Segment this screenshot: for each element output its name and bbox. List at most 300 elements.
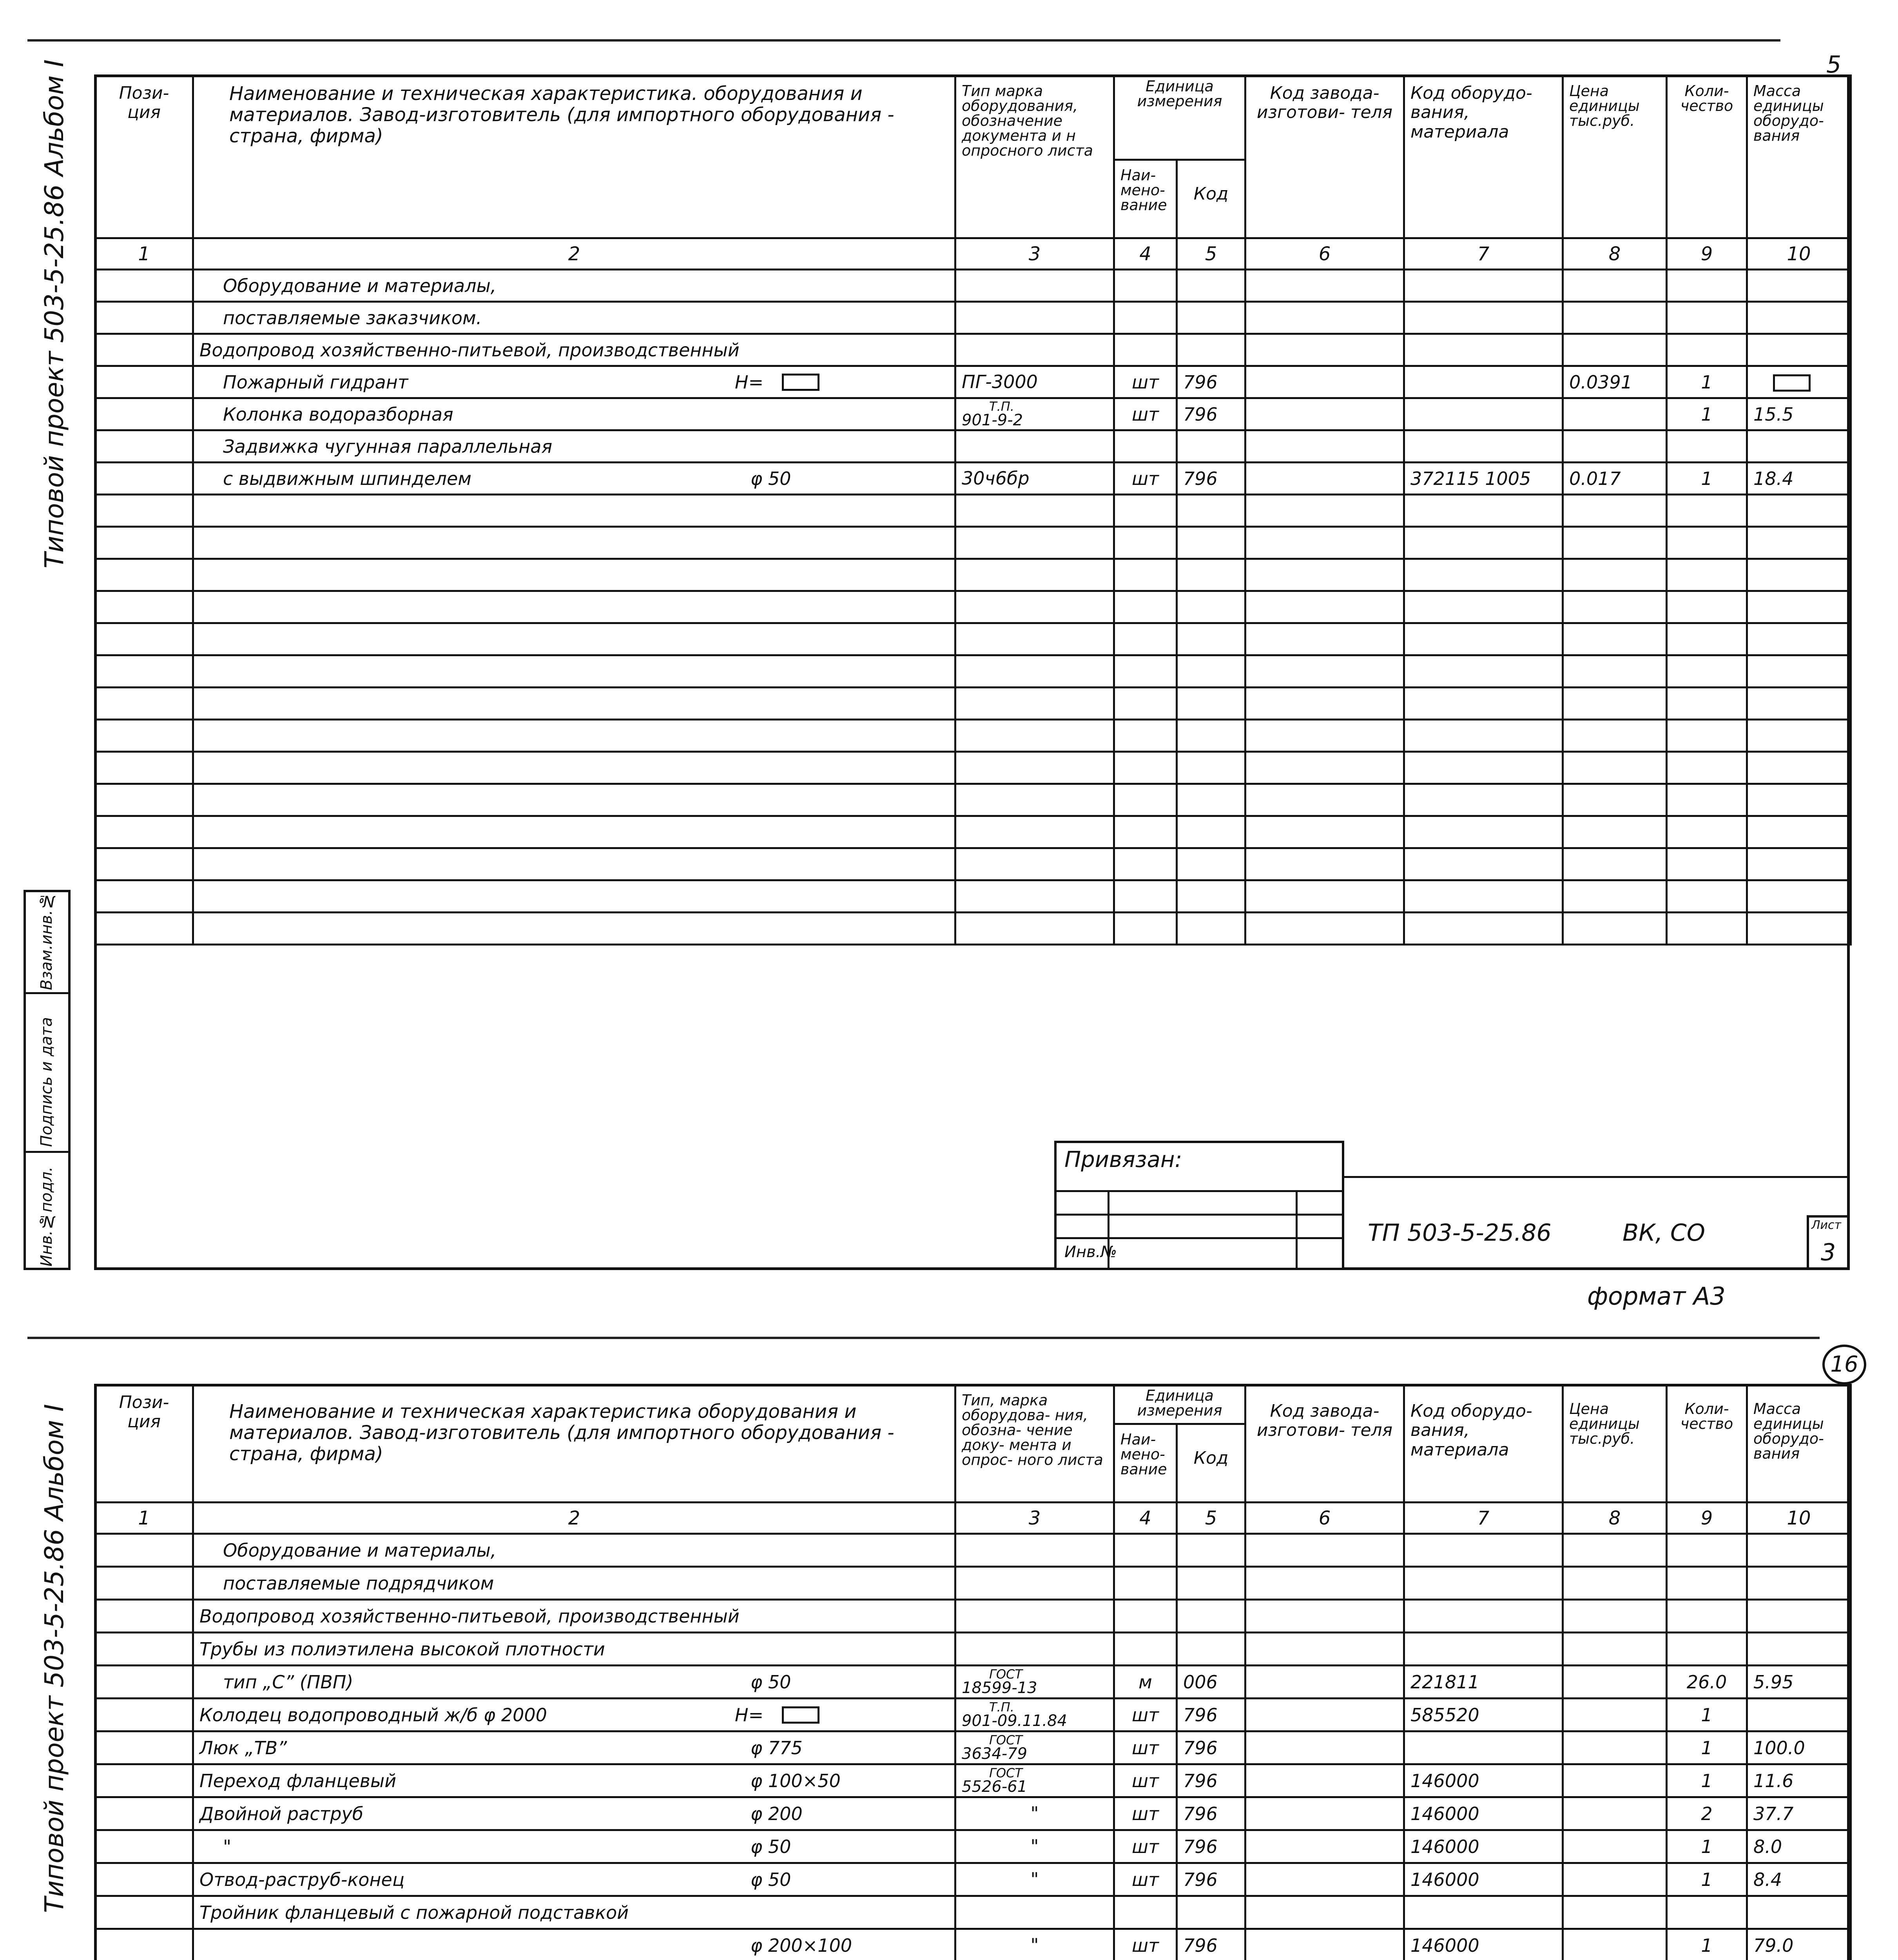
empty-cell (95, 688, 193, 720)
empty-cell (1667, 623, 1747, 655)
cell-name (193, 1929, 955, 1960)
empty-cell (1245, 784, 1404, 816)
empty-row (95, 495, 1851, 527)
cell-mass: 18.4 (1747, 463, 1851, 495)
column-number: 5 (1177, 1503, 1245, 1534)
empty-cell (1667, 495, 1747, 527)
empty-cell (193, 720, 955, 752)
cell-price: 0.017 (1563, 463, 1667, 495)
doc-code: ТП 503-5-25.86 (1368, 1219, 1552, 1247)
cell-type (955, 1567, 1114, 1600)
cell-maker-code (1245, 1830, 1404, 1863)
doc-mark: ВК, СО (1622, 1219, 1706, 1247)
empty-cell (1245, 591, 1404, 623)
cell-unit-code (1177, 430, 1245, 463)
stamp-replace-inv: Взам.инв.№ (38, 892, 56, 990)
empty-cell (1667, 688, 1747, 720)
empty-cell (1114, 720, 1177, 752)
cell-type (955, 1797, 1114, 1830)
empty-row (95, 880, 1851, 913)
empty-cell (95, 816, 193, 848)
empty-cell (1245, 559, 1404, 591)
cell-equip-code: 146000 (1404, 1797, 1563, 1830)
empty-cell (1563, 559, 1667, 591)
empty-cell (95, 848, 193, 880)
empty-cell (955, 913, 1114, 945)
cell-unit: шт (1114, 366, 1177, 398)
column-number: 9 (1667, 238, 1747, 270)
cell-mass: 79.0 (1747, 1929, 1851, 1960)
empty-cell (1404, 688, 1563, 720)
cell-unit-code: 796 (1177, 463, 1245, 495)
cell-pos (95, 334, 193, 366)
cell-price (1563, 1896, 1667, 1929)
sheet-label: Лист (1811, 1218, 1842, 1232)
empty-cell (1177, 784, 1245, 816)
column-number: 2 (193, 238, 955, 270)
empty-cell (1114, 816, 1177, 848)
item-name: Тройник фланцевый с пожарной подставкой (199, 1902, 629, 1923)
col-qty-header: Коли- чество (1667, 76, 1747, 238)
cell-price (1563, 1863, 1667, 1896)
col-price-header: Цена единицы тыс.руб. (1563, 76, 1667, 238)
cell-pos (95, 1896, 193, 1929)
empty-cell (1114, 623, 1177, 655)
empty-cell (1114, 848, 1177, 880)
cell-price (1563, 398, 1667, 430)
empty-cell (955, 623, 1114, 655)
cell-equip-code (1404, 1896, 1563, 1929)
empty-cell (955, 527, 1114, 559)
spec-table (94, 1384, 1852, 1960)
cell-price (1563, 430, 1667, 463)
table-row (95, 463, 1851, 495)
empty-cell (1667, 848, 1747, 880)
cell-name (193, 334, 955, 366)
cell-unit-code (1177, 1534, 1245, 1567)
item-name: Оборудование и материалы, (223, 275, 497, 296)
cell-maker-code (1245, 1764, 1404, 1797)
cell-qty (1667, 270, 1747, 302)
item-name: Двойной раструб (199, 1803, 364, 1824)
cell-type (955, 398, 1114, 430)
cell-qty: 1 (1667, 1764, 1747, 1797)
cell-name (193, 1633, 955, 1666)
col-unitcode-header: Код (1177, 160, 1245, 238)
cell-qty (1667, 302, 1747, 334)
table-row (95, 1830, 1851, 1863)
cell-unit (1114, 1600, 1177, 1633)
cell-type (955, 1863, 1114, 1896)
column-number: 3 (955, 238, 1114, 270)
empty-cell (1177, 623, 1245, 655)
empty-cell (955, 720, 1114, 752)
cell-unit-code (1177, 334, 1245, 366)
col-unit-header: Единица измерения (1114, 1385, 1245, 1424)
item-name: " (223, 1836, 232, 1857)
cell-type (955, 1666, 1114, 1699)
cell-qty: 26.0 (1667, 1666, 1747, 1699)
empty-cell (1667, 720, 1747, 752)
col-unitcode-header: Код (1177, 1424, 1245, 1503)
empty-cell (1667, 591, 1747, 623)
item-name: Колонка водоразборная (223, 403, 453, 425)
cell-pos (95, 1633, 193, 1666)
col-type-header: Тип марка оборудования, обозначение документа и н опросного листа (955, 76, 1114, 238)
cell-maker-code (1245, 1929, 1404, 1960)
col-type-header: Тип, марка оборудова- ния, обозна- чение доку- мента и опрос- ного листа (955, 1385, 1114, 1503)
empty-cell (95, 495, 193, 527)
empty-cell (193, 816, 955, 848)
empty-cell (1747, 559, 1851, 591)
cell-price (1563, 1567, 1667, 1600)
type-value: " (1030, 1934, 1039, 1956)
item-spec: φ 50 (750, 1836, 791, 1857)
item-spec: φ 775 (750, 1737, 803, 1759)
item-name: Отвод-раструб-конец (199, 1869, 405, 1890)
column-number: 8 (1563, 238, 1667, 270)
empty-cell (1563, 913, 1667, 945)
cell-equip-code: 372115 1005 (1404, 463, 1563, 495)
table-row (95, 1797, 1851, 1830)
spec-table (94, 74, 1852, 946)
type-prefix: ГОСТ (989, 1766, 1022, 1781)
column-number: 4 (1114, 238, 1177, 270)
cell-unit: шт (1114, 1797, 1177, 1830)
type-value: ПГ-3000 (962, 371, 1038, 392)
empty-cell (193, 688, 955, 720)
cell-equip-code (1404, 270, 1563, 302)
cell-pos (95, 1863, 193, 1896)
cell-equip-code (1404, 1731, 1563, 1764)
empty-cell (1747, 720, 1851, 752)
cell-mass (1747, 334, 1851, 366)
empty-cell (193, 559, 955, 591)
table-row (95, 1567, 1851, 1600)
cell-maker-code (1245, 1666, 1404, 1699)
empty-cell (1245, 495, 1404, 527)
top-border-line (27, 1337, 1820, 1339)
cell-name (193, 398, 955, 430)
cell-price (1563, 1633, 1667, 1666)
empty-cell (1563, 527, 1667, 559)
table-row (95, 1731, 1851, 1764)
cell-unit-code (1177, 1896, 1245, 1929)
cell-name (193, 463, 955, 495)
empty-cell (1747, 623, 1851, 655)
type-value: " (1030, 1802, 1039, 1824)
cell-unit: шт (1114, 1699, 1177, 1731)
empty-cell (1563, 495, 1667, 527)
col-price-header: Цена единицы тыс.руб. (1563, 1385, 1667, 1503)
empty-cell (1177, 848, 1245, 880)
empty-cell (1667, 655, 1747, 688)
empty-cell (1404, 880, 1563, 913)
table-row (95, 1600, 1851, 1633)
column-number: 2 (193, 1503, 955, 1534)
empty-cell (1245, 848, 1404, 880)
item-name: тип „С” (ПВП) (223, 1671, 353, 1693)
cell-mass: 5.95 (1747, 1666, 1851, 1699)
empty-cell (1114, 913, 1177, 945)
cell-qty: 1 (1667, 1830, 1747, 1863)
cell-unit (1114, 1896, 1177, 1929)
empty-cell (1177, 913, 1245, 945)
cell-unit (1114, 1633, 1177, 1666)
empty-cell (1747, 784, 1851, 816)
column-number: 3 (955, 1503, 1114, 1534)
cell-qty: 1 (1667, 1731, 1747, 1764)
empty-cell (1245, 880, 1404, 913)
cell-equip-code: 221811 (1404, 1666, 1563, 1699)
empty-row (95, 784, 1851, 816)
empty-row (95, 752, 1851, 784)
cell-equip-code: 146000 (1404, 1830, 1563, 1863)
cell-equip-code: 146000 (1404, 1863, 1563, 1896)
cell-pos (95, 1567, 193, 1600)
empty-cell (95, 623, 193, 655)
col-mass-header: Масса единицы оборудо- вания (1747, 76, 1851, 238)
cell-pos (95, 1764, 193, 1797)
table-row (95, 366, 1851, 398)
item-name: Водопровод хозяйственно-питьевой, производственный (199, 1605, 740, 1627)
cell-type (955, 1699, 1114, 1731)
empty-cell (955, 848, 1114, 880)
cell-mass (1747, 1699, 1851, 1731)
column-number: 4 (1114, 1503, 1177, 1534)
cell-name (193, 1863, 955, 1896)
empty-cell (1667, 784, 1747, 816)
cell-unit-code: 796 (1177, 398, 1245, 430)
cell-name (193, 1731, 955, 1764)
cell-name (193, 302, 955, 334)
col-pos-header: Пози- ция (95, 1385, 193, 1503)
cell-unit: шт (1114, 1830, 1177, 1863)
empty-cell (1404, 591, 1563, 623)
cell-type (955, 1830, 1114, 1863)
table-row (95, 398, 1851, 430)
column-number-row (95, 1503, 1851, 1534)
table-row (95, 270, 1851, 302)
cell-unit: шт (1114, 1764, 1177, 1797)
type-prefix: Т.П. (989, 1700, 1014, 1715)
cell-maker-code (1245, 270, 1404, 302)
item-name: Оборудование и материалы, (223, 1539, 497, 1561)
height-placeholder-box (782, 1706, 819, 1724)
type-value: 5526-61 (962, 1777, 1028, 1796)
cell-type (955, 430, 1114, 463)
table-row (95, 1863, 1851, 1896)
empty-cell (95, 784, 193, 816)
empty-cell (1747, 527, 1851, 559)
cell-maker-code (1245, 1731, 1404, 1764)
cell-pos (95, 1797, 193, 1830)
empty-cell (1404, 623, 1563, 655)
empty-cell (95, 913, 193, 945)
empty-cell (1667, 913, 1747, 945)
cell-unit-code (1177, 1567, 1245, 1600)
type-value: 3634-79 (962, 1744, 1028, 1763)
cell-type (955, 1764, 1114, 1797)
empty-row (95, 623, 1851, 655)
empty-cell (955, 559, 1114, 591)
empty-cell (1114, 559, 1177, 591)
empty-cell (1177, 688, 1245, 720)
empty-cell (95, 655, 193, 688)
cell-qty (1667, 1567, 1747, 1600)
cell-name (193, 270, 955, 302)
cell-unit-code (1177, 1633, 1245, 1666)
type-prefix: ГОСТ (989, 1733, 1022, 1748)
type-prefix: ГОСТ (989, 1667, 1022, 1682)
column-number: 6 (1245, 238, 1404, 270)
cell-unit: м (1114, 1666, 1177, 1699)
column-number: 7 (1404, 238, 1563, 270)
item-spec: φ 100×50 (750, 1770, 841, 1791)
table-row (95, 1896, 1851, 1929)
empty-cell (193, 591, 955, 623)
cell-equip-code: 146000 (1404, 1764, 1563, 1797)
cell-maker-code (1245, 302, 1404, 334)
cell-maker-code (1245, 366, 1404, 398)
empty-cell (1245, 913, 1404, 945)
empty-cell (1177, 527, 1245, 559)
cell-mass (1747, 366, 1851, 398)
empty-cell (955, 591, 1114, 623)
cell-qty: 1 (1667, 1699, 1747, 1731)
table-row (95, 1666, 1851, 1699)
table-row (95, 1633, 1851, 1666)
empty-cell (1747, 591, 1851, 623)
cell-name (193, 1830, 955, 1863)
cell-type (955, 1929, 1114, 1960)
empty-cell (1245, 623, 1404, 655)
table-row (95, 1929, 1851, 1960)
cell-pos (95, 398, 193, 430)
cell-pos (95, 366, 193, 398)
cell-price (1563, 1797, 1667, 1830)
cell-maker-code (1245, 398, 1404, 430)
empty-cell (1177, 880, 1245, 913)
cell-unit-code: 796 (1177, 1731, 1245, 1764)
item-spec: φ 50 (750, 1869, 791, 1890)
col-equip-header: Код оборудо- вания, материала (1404, 1385, 1563, 1503)
type-value: 901-09.11.84 (962, 1711, 1067, 1730)
empty-cell (1563, 816, 1667, 848)
cell-pos (95, 1600, 193, 1633)
cell-unit-code: 796 (1177, 1863, 1245, 1896)
cell-pos (95, 430, 193, 463)
cell-name (193, 1797, 955, 1830)
cell-price (1563, 1830, 1667, 1863)
cell-qty: 1 (1667, 366, 1747, 398)
cell-equip-code (1404, 366, 1563, 398)
col-equip-header: Код оборудо- вания, материала (1404, 76, 1563, 238)
column-number: 5 (1177, 238, 1245, 270)
cell-pos (95, 270, 193, 302)
cell-type (955, 463, 1114, 495)
cell-type (955, 1600, 1114, 1633)
empty-cell (1563, 688, 1667, 720)
empty-cell (1245, 688, 1404, 720)
empty-cell (1404, 752, 1563, 784)
empty-cell (1245, 655, 1404, 688)
empty-cell (1404, 784, 1563, 816)
cell-name (193, 366, 955, 398)
item-name: поставляемые подрядчиком (223, 1572, 494, 1594)
empty-row (95, 913, 1851, 945)
empty-cell (1563, 784, 1667, 816)
cell-equip-code: 146000 (1404, 1929, 1563, 1960)
empty-cell (1747, 752, 1851, 784)
type-value: " (1030, 1868, 1039, 1890)
cell-mass (1747, 1534, 1851, 1567)
top-border-line (27, 39, 1780, 42)
empty-cell (1404, 816, 1563, 848)
format-label: формат А3 (1587, 1282, 1726, 1310)
column-number: 10 (1747, 1503, 1851, 1534)
cell-unit (1114, 302, 1177, 334)
empty-cell (1114, 752, 1177, 784)
column-number: 6 (1245, 1503, 1404, 1534)
item-name: Переход фланцевый (199, 1770, 397, 1791)
cell-name (193, 1699, 955, 1731)
type-value: 901-9-2 (962, 411, 1023, 429)
cell-price (1563, 1731, 1667, 1764)
cell-equip-code (1404, 430, 1563, 463)
cell-unit-code: 796 (1177, 366, 1245, 398)
table-row (95, 302, 1851, 334)
empty-cell (193, 527, 955, 559)
cell-price (1563, 1764, 1667, 1797)
empty-cell (1404, 913, 1563, 945)
height-placeholder-box (782, 374, 819, 391)
empty-cell (1667, 880, 1747, 913)
empty-cell (193, 655, 955, 688)
empty-cell (1404, 848, 1563, 880)
cell-type (955, 270, 1114, 302)
empty-cell (1177, 559, 1245, 591)
empty-cell (1177, 752, 1245, 784)
empty-cell (95, 752, 193, 784)
corner-number: 5 (1826, 51, 1842, 78)
empty-cell (1114, 688, 1177, 720)
empty-cell (1245, 816, 1404, 848)
cell-mass: 11.6 (1747, 1764, 1851, 1797)
empty-cell (1114, 527, 1177, 559)
cell-unit (1114, 334, 1177, 366)
cell-mass: 37.7 (1747, 1797, 1851, 1830)
empty-cell (1667, 559, 1747, 591)
empty-cell (1177, 591, 1245, 623)
cell-unit-code (1177, 270, 1245, 302)
cell-unit-code: 006 (1177, 1666, 1245, 1699)
cell-type (955, 334, 1114, 366)
cell-mass: 8.0 (1747, 1830, 1851, 1863)
cell-pos (95, 1731, 193, 1764)
empty-row (95, 559, 1851, 591)
cell-unit (1114, 1534, 1177, 1567)
cell-type (955, 366, 1114, 398)
cell-equip-code: 585520 (1404, 1699, 1563, 1731)
col-maker-header: Код завода- изготови- теля (1245, 1385, 1404, 1503)
empty-cell (1114, 880, 1177, 913)
cell-equip-code (1404, 334, 1563, 366)
item-spec: Н= (735, 371, 764, 393)
empty-cell (955, 688, 1114, 720)
cell-equip-code (1404, 398, 1563, 430)
empty-cell (1177, 495, 1245, 527)
